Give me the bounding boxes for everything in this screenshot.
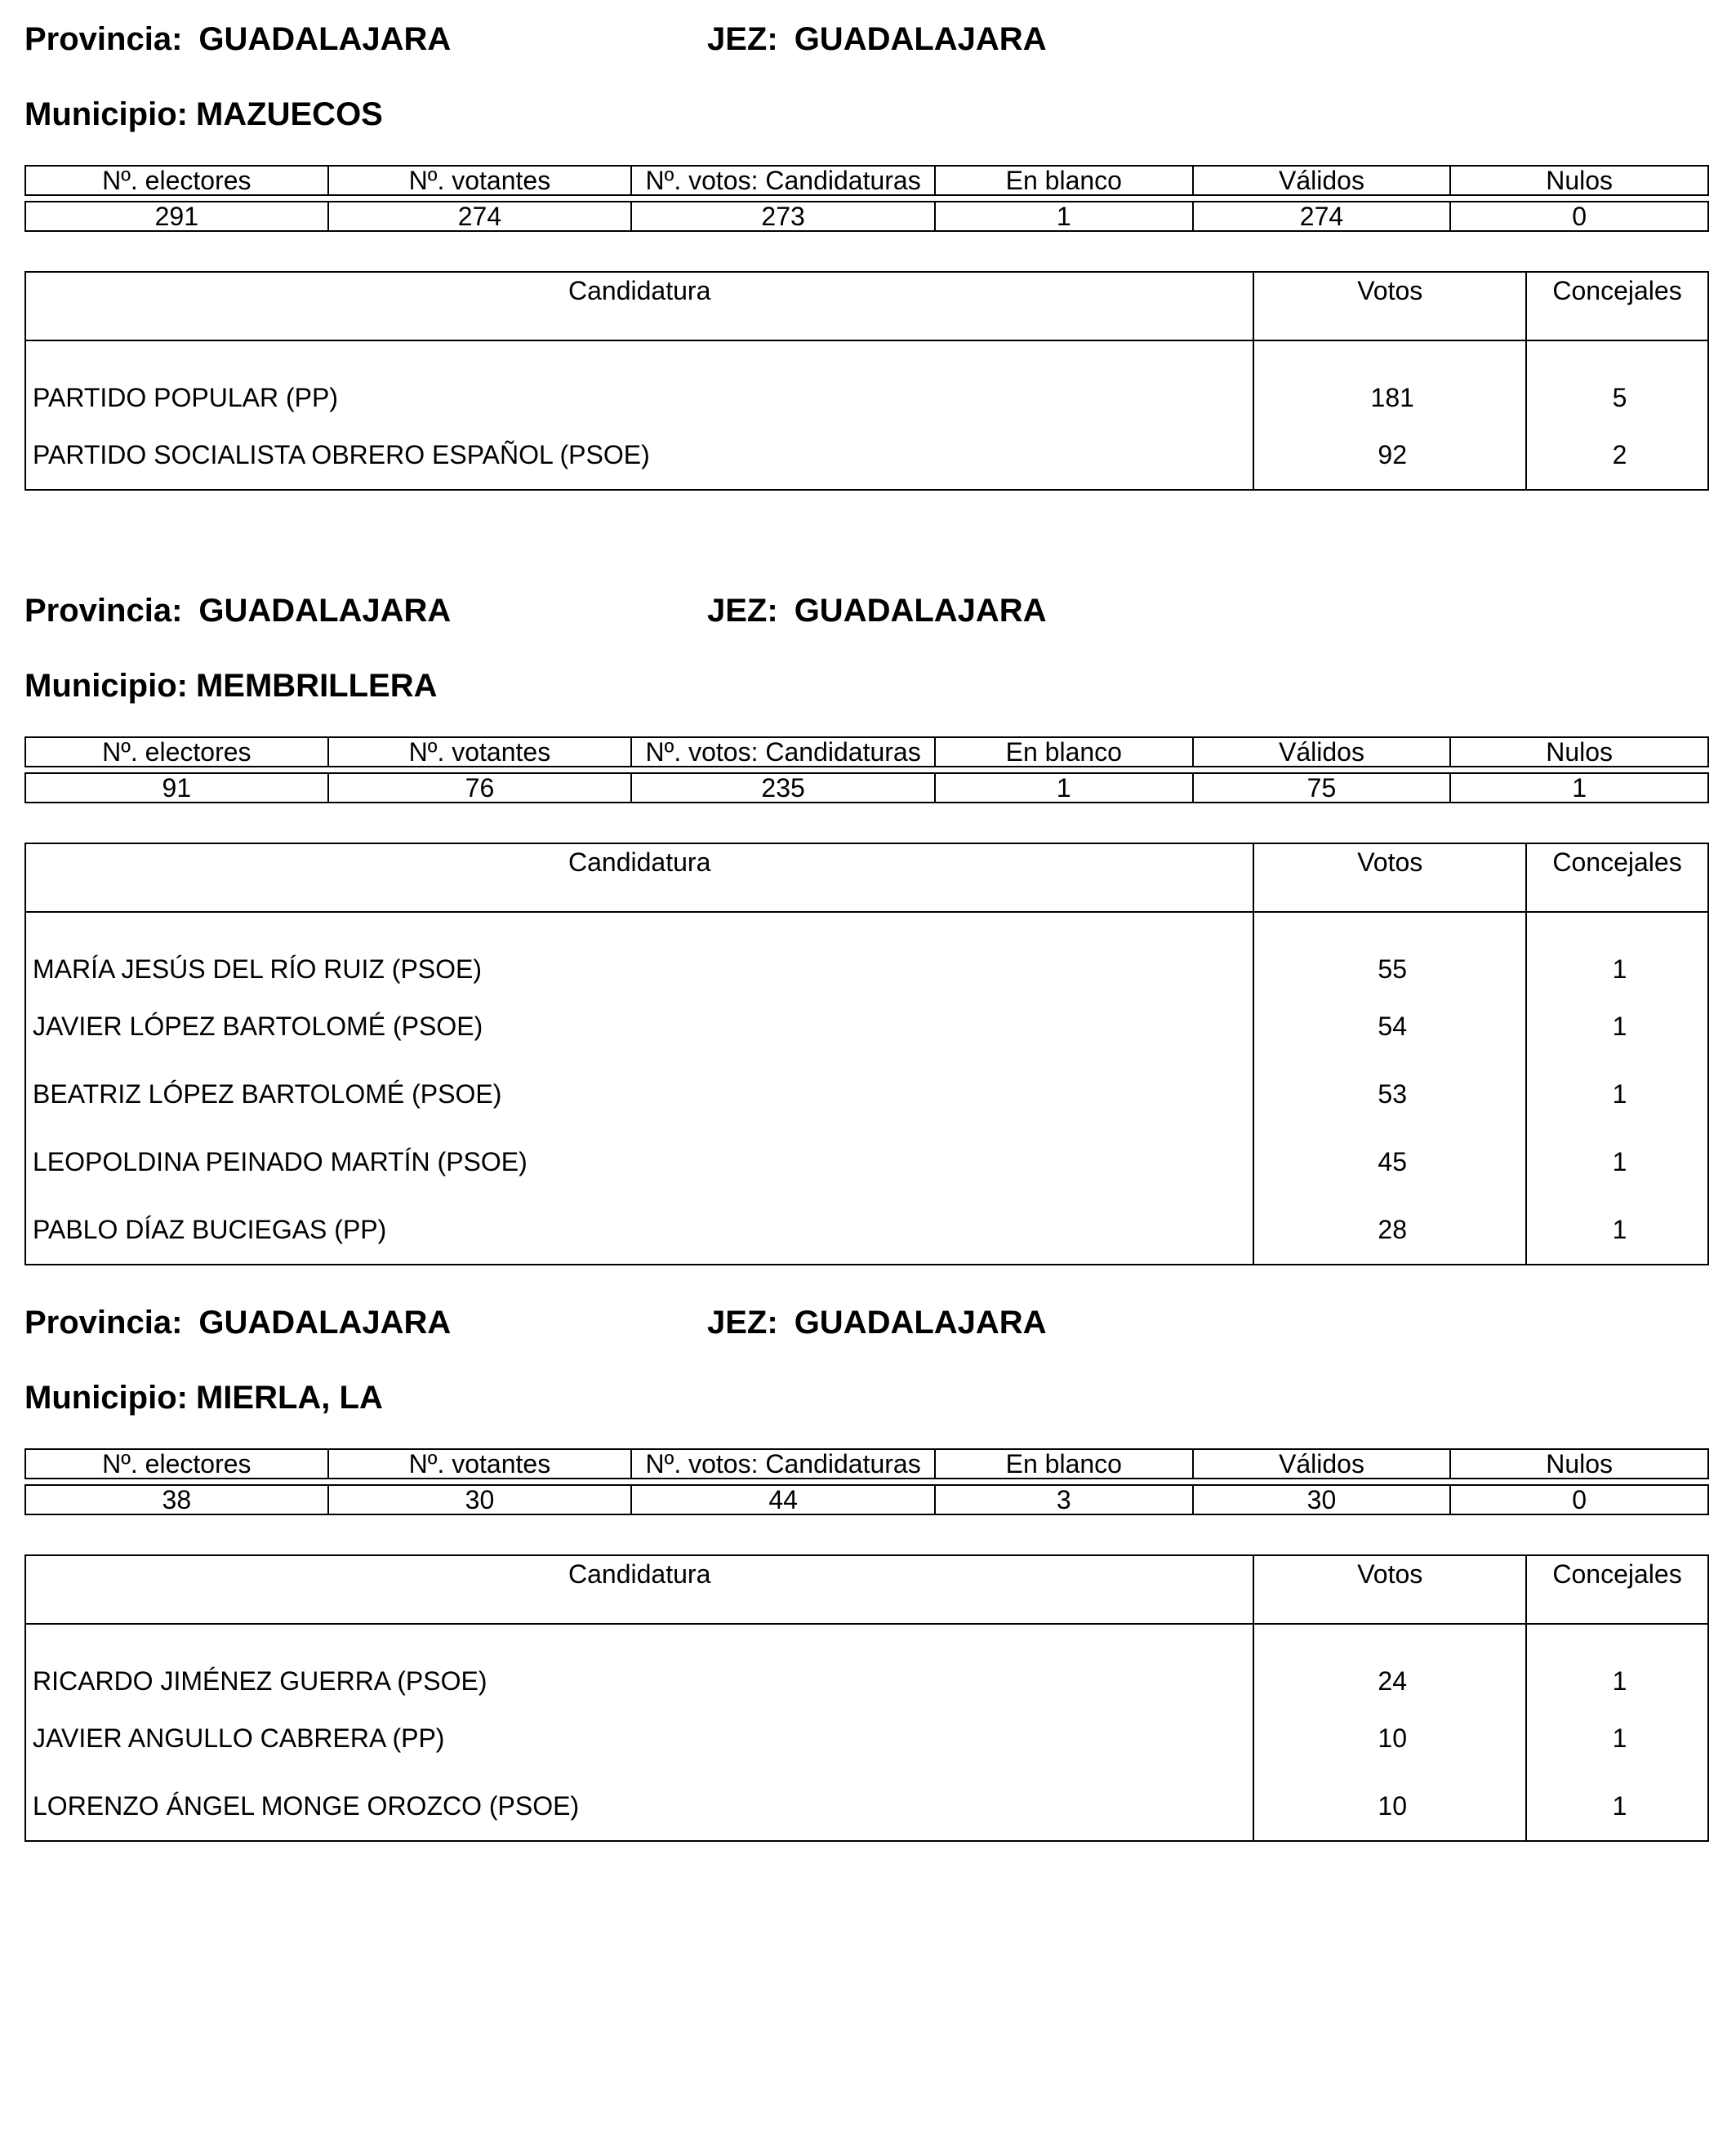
provincia-value: GUADALAJARA — [198, 21, 452, 57]
table-row — [25, 1196, 1708, 1265]
table-row — [25, 340, 1708, 421]
stats-spacer — [25, 1479, 1708, 1485]
stats-table — [24, 165, 1709, 232]
header-candidatura: Candidatura — [25, 1555, 1253, 1624]
candidatura-votos: 92 — [1253, 421, 1526, 490]
stats-value-nulos: 0 — [1450, 202, 1708, 231]
candidatura-votos: 54 — [1253, 993, 1526, 1061]
candidaturas-table — [24, 271, 1709, 491]
candidatura-name: PARTIDO POPULAR (PP) — [25, 340, 1253, 421]
stats-value-en-blanco: 1 — [935, 773, 1193, 803]
stats-header-row — [25, 166, 1708, 195]
stats-value-nulos: 0 — [1450, 1485, 1708, 1514]
stats-header-votantes: Nº. votantes — [328, 1449, 632, 1479]
stats-value-electores: 91 — [25, 773, 328, 803]
stats-header-votos-candidaturas: Nº. votos: Candidaturas — [631, 166, 935, 195]
stats-header-votantes: Nº. votantes — [328, 737, 632, 767]
candidaturas-table — [24, 843, 1709, 1265]
municipio-header — [24, 1381, 383, 1414]
header-concejales: Concejales — [1526, 843, 1708, 912]
candidaturas-header-row — [25, 843, 1708, 912]
stats-header-validos: Válidos — [1193, 1449, 1451, 1479]
candidatura-name: MARÍA JESÚS DEL RÍO RUIZ (PSOE) — [25, 912, 1253, 993]
table-row — [25, 993, 1708, 1061]
stats-value-votantes: 76 — [328, 773, 632, 803]
candidatura-concejales: 1 — [1526, 1772, 1708, 1841]
candidatura-concejales: 1 — [1526, 993, 1708, 1061]
stats-value-row — [25, 202, 1708, 231]
stats-value-electores: 38 — [25, 1485, 328, 1514]
municipio-label: Municipio: — [24, 668, 188, 704]
candidatura-concejales: 1 — [1526, 912, 1708, 993]
header-candidatura: Candidatura — [25, 272, 1253, 340]
stats-header-validos: Válidos — [1193, 737, 1451, 767]
candidatura-votos: 28 — [1253, 1196, 1526, 1265]
candidaturas-header-row — [25, 1555, 1708, 1624]
table-row — [25, 1705, 1708, 1772]
stats-value-nulos: 1 — [1450, 773, 1708, 803]
stats-value-row — [25, 1485, 1708, 1514]
jez-label: JEZ: — [707, 1305, 778, 1341]
table-row — [25, 421, 1708, 490]
table-row — [25, 912, 1708, 993]
stats-value-votos-candidaturas: 235 — [631, 773, 935, 803]
stats-header-electores: Nº. electores — [25, 1449, 328, 1479]
header-votos: Votos — [1253, 843, 1526, 912]
candidatura-concejales: 1 — [1526, 1196, 1708, 1265]
jez-value: GUADALAJARA — [794, 21, 1047, 57]
candidatura-concejales: 1 — [1526, 1705, 1708, 1772]
provincia-label: Provincia: — [24, 593, 183, 629]
candidaturas-header-row — [25, 272, 1708, 340]
candidatura-votos: 53 — [1253, 1061, 1526, 1128]
candidatura-votos: 45 — [1253, 1128, 1526, 1196]
candidatura-name: PARTIDO SOCIALISTA OBRERO ESPAÑOL (PSOE) — [25, 421, 1253, 490]
table-row — [25, 1624, 1708, 1705]
stats-header-electores: Nº. electores — [25, 737, 328, 767]
provincia-header — [24, 594, 451, 627]
candidatura-concejales: 1 — [1526, 1624, 1708, 1705]
stats-spacer — [25, 195, 1708, 202]
stats-header-nulos: Nulos — [1450, 737, 1708, 767]
stats-header-votantes: Nº. votantes — [328, 166, 632, 195]
stats-table — [24, 1448, 1709, 1515]
provincia-label: Provincia: — [24, 1305, 183, 1341]
stats-value-electores: 291 — [25, 202, 328, 231]
candidatura-name: LORENZO ÁNGEL MONGE OROZCO (PSOE) — [25, 1772, 1253, 1841]
stats-header-en-blanco: En blanco — [935, 166, 1193, 195]
stats-value-validos: 274 — [1193, 202, 1451, 231]
stats-value-votantes: 30 — [328, 1485, 632, 1514]
candidatura-concejales: 1 — [1526, 1061, 1708, 1128]
header-concejales: Concejales — [1526, 1555, 1708, 1624]
candidatura-votos: 24 — [1253, 1624, 1526, 1705]
candidatura-concejales: 1 — [1526, 1128, 1708, 1196]
stats-spacer — [25, 767, 1708, 773]
municipio-header — [24, 98, 383, 131]
provincia-value: GUADALAJARA — [198, 593, 452, 629]
stats-header-en-blanco: En blanco — [935, 1449, 1193, 1479]
stats-header-en-blanco: En blanco — [935, 737, 1193, 767]
provincia-label: Provincia: — [24, 21, 183, 57]
header-votos: Votos — [1253, 1555, 1526, 1624]
jez-header — [707, 594, 1047, 627]
stats-header-nulos: Nulos — [1450, 166, 1708, 195]
municipio-label: Municipio: — [24, 96, 188, 132]
candidatura-votos: 181 — [1253, 340, 1526, 421]
jez-label: JEZ: — [707, 21, 778, 57]
stats-header-row — [25, 737, 1708, 767]
candidatura-name: JAVIER ANGULLO CABRERA (PP) — [25, 1705, 1253, 1772]
table-row — [25, 1061, 1708, 1128]
stats-value-en-blanco: 1 — [935, 202, 1193, 231]
header-concejales: Concejales — [1526, 272, 1708, 340]
candidatura-concejales: 5 — [1526, 340, 1708, 421]
candidaturas-table — [24, 1554, 1709, 1842]
candidatura-name: RICARDO JIMÉNEZ GUERRA (PSOE) — [25, 1624, 1253, 1705]
stats-header-electores: Nº. electores — [25, 166, 328, 195]
stats-value-validos: 30 — [1193, 1485, 1451, 1514]
header-votos: Votos — [1253, 272, 1526, 340]
stats-value-votos-candidaturas: 44 — [631, 1485, 935, 1514]
stats-value-validos: 75 — [1193, 773, 1451, 803]
municipio-label: Municipio: — [24, 1380, 188, 1416]
provincia-header — [24, 23, 451, 56]
candidatura-concejales: 2 — [1526, 421, 1708, 490]
stats-value-votantes: 274 — [328, 202, 632, 231]
stats-header-nulos: Nulos — [1450, 1449, 1708, 1479]
municipio-value: MEMBRILLERA — [195, 668, 438, 704]
stats-header-votos-candidaturas: Nº. votos: Candidaturas — [631, 1449, 935, 1479]
jez-label: JEZ: — [707, 593, 778, 629]
candidatura-name: JAVIER LÓPEZ BARTOLOMÉ (PSOE) — [25, 993, 1253, 1061]
stats-value-en-blanco: 3 — [935, 1485, 1193, 1514]
jez-header — [707, 1306, 1047, 1339]
candidatura-name: LEOPOLDINA PEINADO MARTÍN (PSOE) — [25, 1128, 1253, 1196]
jez-value: GUADALAJARA — [794, 593, 1047, 629]
stats-header-validos: Válidos — [1193, 166, 1451, 195]
candidatura-votos: 55 — [1253, 912, 1526, 993]
provincia-value: GUADALAJARA — [198, 1305, 452, 1341]
header-candidatura: Candidatura — [25, 843, 1253, 912]
candidatura-votos: 10 — [1253, 1705, 1526, 1772]
stats-value-row — [25, 773, 1708, 803]
stats-value-votos-candidaturas: 273 — [631, 202, 935, 231]
candidatura-name: BEATRIZ LÓPEZ BARTOLOMÉ (PSOE) — [25, 1061, 1253, 1128]
stats-header-row — [25, 1449, 1708, 1479]
jez-value: GUADALAJARA — [794, 1305, 1047, 1341]
jez-header — [707, 23, 1047, 56]
provincia-header — [24, 1306, 451, 1339]
candidatura-votos: 10 — [1253, 1772, 1526, 1841]
stats-header-votos-candidaturas: Nº. votos: Candidaturas — [631, 737, 935, 767]
stats-table — [24, 736, 1709, 803]
municipio-value: MAZUECOS — [195, 96, 383, 132]
municipio-header — [24, 669, 438, 702]
municipio-value: MIERLA, LA — [195, 1380, 383, 1416]
table-row — [25, 1772, 1708, 1841]
table-row — [25, 1128, 1708, 1196]
candidatura-name: PABLO DÍAZ BUCIEGAS (PP) — [25, 1196, 1253, 1265]
